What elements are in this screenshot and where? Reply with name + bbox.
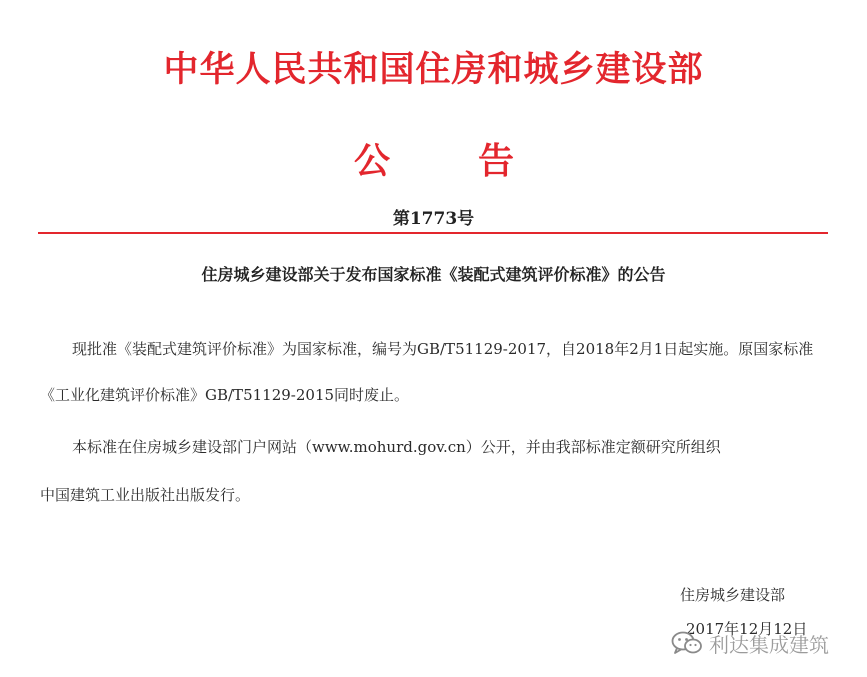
paragraph-1-line-2: 《工业化建筑评价标准》GB/T51129-2015同时废止。 (40, 386, 410, 404)
red-divider (38, 232, 828, 234)
watermark (671, 630, 829, 656)
watermark-text: 利达集成建筑 (709, 632, 829, 657)
ministry-name: 中华人民共和国住房和城乡建设部 (163, 49, 704, 90)
document-number: 第1773号 (392, 209, 475, 229)
notice-subject: 住房城乡建设部关于发布国家标准《装配式建筑评价标准》的公告 (201, 265, 666, 284)
notice-title (354, 133, 514, 184)
issue-date: 2017年12月12日 (686, 620, 808, 638)
notice-title-left: 公 (354, 140, 391, 182)
paragraph-2-line-1: 本标准在住房城乡建设部门户网站（www.mohurd.gov.cn）公开，并由我部标准定额研究所组织 (72, 438, 721, 456)
paragraph-1-line-1: 现批准《装配式建筑评价标准》为国家标准，编号为GB/T51129-2017，自2018年2月1日起实施。原国家标准 (72, 340, 814, 358)
paragraph-2-line-2: 中国建筑工业出版社出版发行。 (40, 486, 251, 504)
signer: 住房城乡建设部 (680, 586, 786, 604)
wechat-icon (671, 630, 703, 656)
notice-title-right: 告 (477, 140, 514, 182)
